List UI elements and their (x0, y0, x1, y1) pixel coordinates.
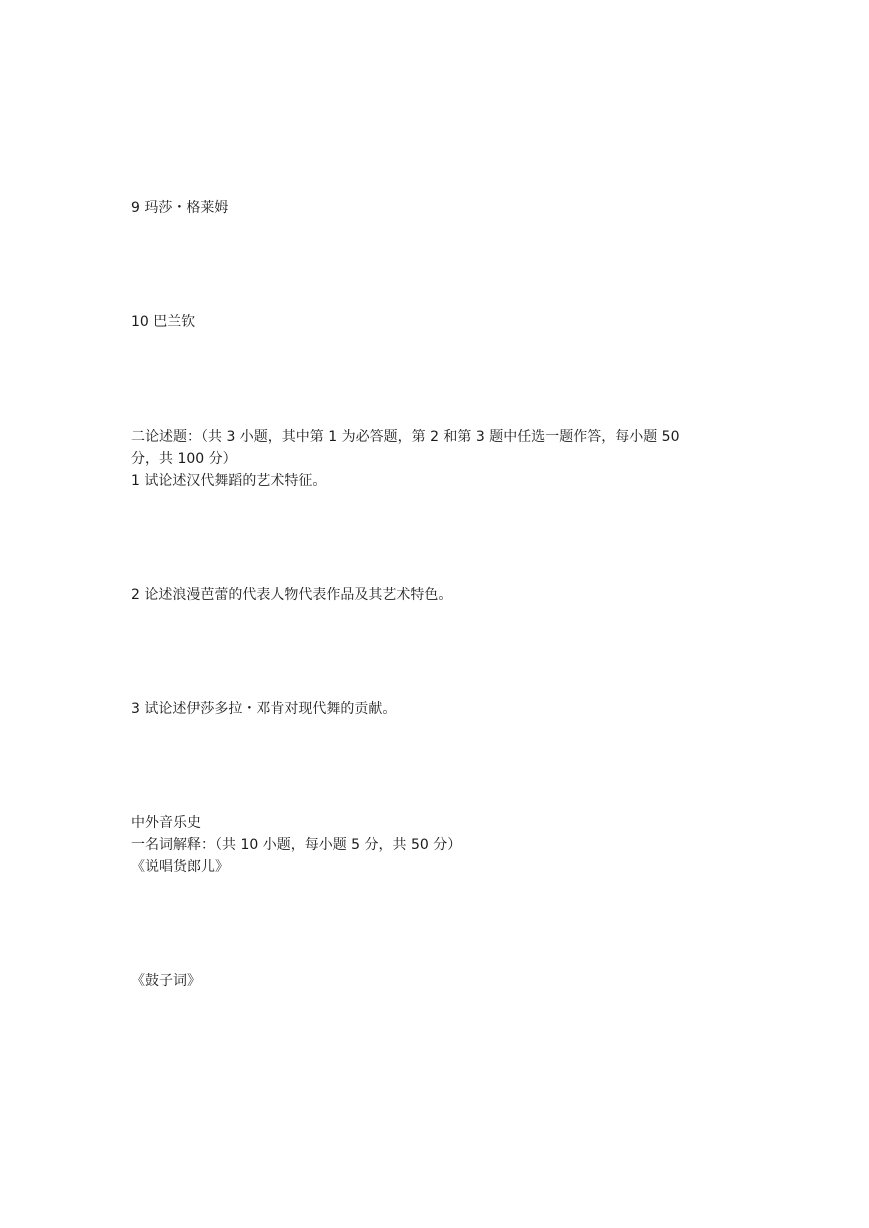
term-item-marsha-graham: 9 玛莎・格莱姆 (131, 200, 229, 216)
term-item-balanchine: 10 巴兰钦 (131, 314, 196, 330)
essay-question-3: 3 试论述伊莎多拉・邓肯对现代舞的贡献。 (131, 701, 397, 717)
essay-question-1: 1 试论述汉代舞蹈的艺术特征。 (131, 473, 327, 489)
music-history-title: 中外音乐史 (131, 815, 201, 831)
music-term-section-heading: 一名词解释：（共 10 小题，每小题 5 分，共 50 分） (131, 837, 462, 853)
essay-section-heading-line2: 分，共 100 分） (131, 451, 237, 467)
music-term-item-1: 《说唱货郎儿》 (131, 859, 229, 875)
essay-section-heading-line1: 二论述题：（共 3 小题，其中第 1 为必答题，第 2 和第 3 题中任选一题作答，每小题 50 (131, 429, 680, 445)
music-term-item-2: 《鼓子词》 (131, 973, 201, 989)
essay-question-2: 2 论述浪漫芭蕾的代表人物代表作品及其艺术特色。 (131, 587, 453, 603)
